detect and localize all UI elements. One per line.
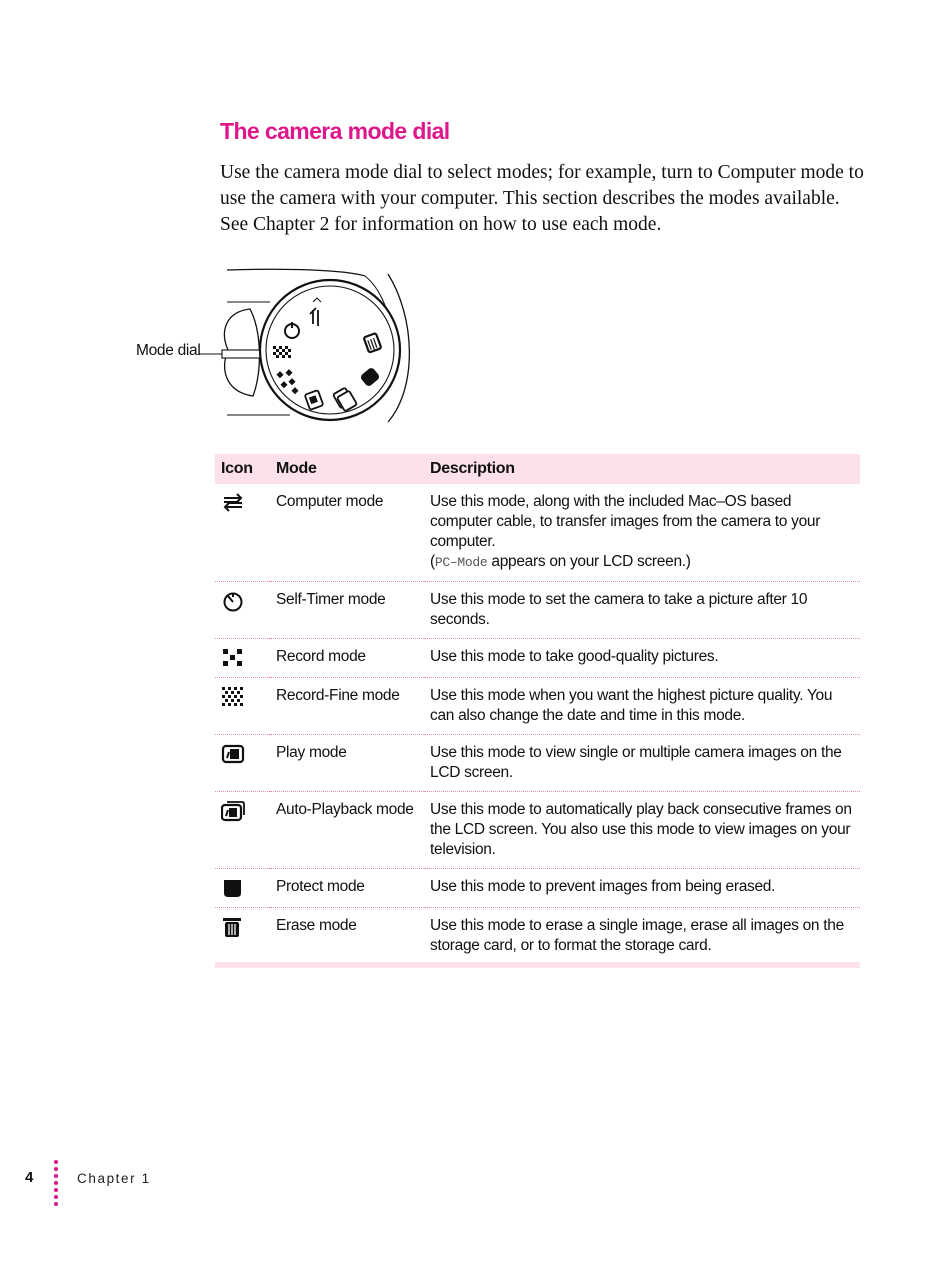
table-row	[215, 792, 860, 869]
header-icon: Icon	[215, 454, 270, 484]
footer-chapter-label: Chapter 1	[77, 1171, 151, 1186]
header-mode: Mode	[270, 454, 424, 484]
table-row	[215, 582, 860, 639]
mode-name: Auto-Playback mode	[270, 792, 424, 869]
description-text: Use this mode, along with the included Mac–OS based computer cable, to transfer images from the camera to your computer.	[430, 493, 821, 550]
table-row	[215, 484, 860, 582]
record-icon	[215, 639, 270, 678]
note-close: appears on your LCD screen.)	[487, 553, 691, 570]
note-open: (	[430, 553, 435, 570]
table-row	[215, 908, 860, 963]
table-footer-band	[215, 962, 860, 968]
mode-name: Protect mode	[270, 869, 424, 908]
table-header-row	[215, 454, 860, 484]
mode-description: Use this mode to prevent images from being erased.	[424, 869, 860, 908]
self-timer-icon	[215, 582, 270, 639]
mode-name: Computer mode	[270, 484, 424, 582]
table-row	[215, 639, 860, 678]
mode-description: Use this mode to set the camera to take a picture after 10 seconds.	[424, 582, 860, 639]
table-row	[215, 869, 860, 908]
mode-dial-callout: Mode dial	[136, 342, 201, 359]
intro-paragraph: Use the camera mode dial to select modes; for example, turn to Computer mode to use the camera with your computer. This section describes the modes available. See Chapter 2 for information on how to use each mode.	[220, 162, 864, 235]
mode-description: Use this mode to automatically play back consecutive frames on the LCD screen. You also use this mode to view images on your television.	[424, 792, 860, 869]
mode-description: Use this mode to erase a single image, erase all images on the storage card, or to format the storage card.	[430, 917, 844, 954]
play-icon	[215, 735, 270, 792]
footer-dot-rule	[54, 1160, 58, 1206]
table-row	[215, 735, 860, 792]
protect-icon	[215, 869, 270, 908]
mode-description: Use this mode to take good-quality pictures.	[424, 639, 860, 678]
table-row	[215, 678, 860, 735]
auto-playback-icon	[215, 792, 270, 869]
mode-name: Record mode	[270, 639, 424, 678]
header-description: Description	[424, 454, 860, 484]
mode-name: Self-Timer mode	[270, 582, 424, 639]
mode-name: Record-Fine mode	[270, 678, 424, 735]
mode-name: Erase mode	[276, 917, 357, 934]
section-heading: The camera mode dial	[220, 118, 450, 144]
computer-mode-icon	[215, 484, 270, 582]
pc-mode-code: PC–Mode	[434, 555, 488, 570]
record-fine-icon	[215, 678, 270, 735]
mode-description: Use this mode to view single or multiple camera images on the LCD screen.	[424, 735, 860, 792]
mode-description	[424, 484, 860, 582]
mode-table	[215, 454, 860, 968]
mode-name: Play mode	[270, 735, 424, 792]
erase-icon	[215, 908, 270, 963]
mode-description: Use this mode when you want the highest picture quality. You can also change the date and time in this mode.	[424, 678, 860, 735]
page-number: 4	[25, 1169, 34, 1186]
